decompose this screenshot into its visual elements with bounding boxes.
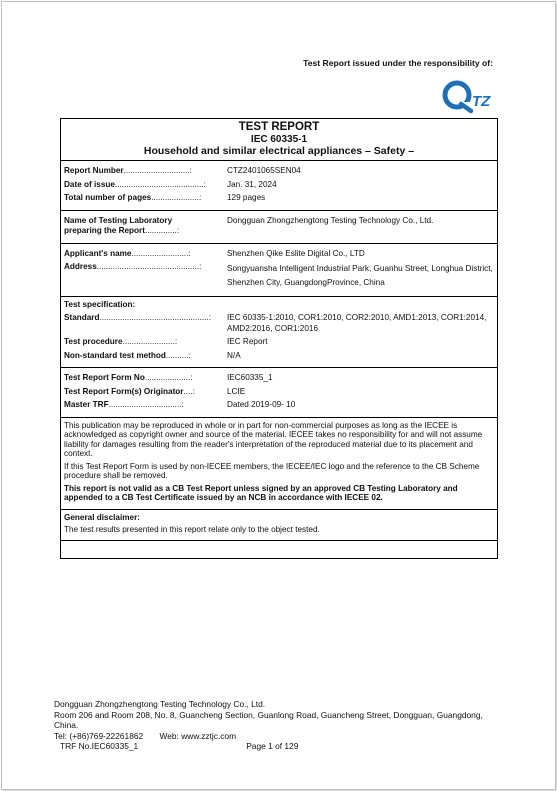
standard-value: IEC 60335-1:2010, COR1:2010, COR2:2010, AMD1:2013, COR1:2014, AMD2:2016, COR1:2016 — [227, 313, 487, 333]
master-trf-row: Master TRF................................: Dated 2019-09- 10 — [64, 400, 494, 411]
applicant-name-label: Applicant's name — [64, 248, 132, 258]
laboratory-row: Name of Testing Laboratory preparing the Report..............: Dongguan Zhongzhengtong Testing Technology Co., Ltd. — [64, 216, 494, 237]
address-label: Address — [64, 262, 97, 271]
applicant-section — [61, 244, 497, 298]
applicant-name-value: Shenzhen Qike Eslite Digital Co., LTD — [227, 248, 365, 258]
non-standard-method-value: N/A — [227, 350, 241, 360]
footer-web[interactable]: Web: www.zztjc.com — [159, 730, 237, 741]
date-of-issue-value: Jan. 31, 2024 — [227, 179, 277, 189]
report-number-row: Report Number.............................: CTZ2401065SEN04 — [64, 166, 494, 177]
date-of-issue-row: Date of issue.......................................: Jan. 31, 2024 — [64, 180, 494, 191]
test-procedure-label: Test procedure — [64, 337, 123, 346]
disclaimer-heading: General disclaimer: — [64, 512, 140, 522]
test-procedure-value: IEC Report — [227, 337, 268, 346]
non-standard-method-label: Non-standard test method — [64, 350, 166, 360]
laboratory-value: Dongguan Zhongzhengtong Testing Technology Co., Ltd. — [227, 215, 434, 225]
address-row: Address.............................................: Songyuansha Intelligent Industrial Park, Guanhu Street, Longhua District, Shenzhen City, GuangdongProvince, China — [64, 262, 494, 290]
trf-originator-label: Test Report Form(s) Originator — [64, 386, 184, 396]
test-report-table — [60, 118, 498, 559]
test-specification-section — [61, 297, 497, 368]
report-title: TEST REPORT — [238, 121, 320, 133]
disclaimer-section — [61, 510, 497, 542]
trf-number-label: Test Report Form No — [64, 373, 145, 382]
report-number-label: Report Number — [64, 166, 124, 175]
total-pages-label: Total number of pages — [64, 193, 152, 202]
trf-number-value: IEC60335_1 — [227, 373, 273, 382]
total-pages-value: 129 pages — [227, 193, 266, 202]
footer-company: Dongguan Zhongzhengtong Testing Technology Co., Ltd. — [54, 699, 266, 709]
non-member-notice: If this Test Report Form is used by non-IECEE members, the IECEE/IEC logo and the reference to the CB Scheme procedure shall be removed. — [64, 461, 480, 480]
validity-notice: This report is not valid as a CB Test Report unless signed by an approved CB Testing Laboratory and appended to a CB Test Certificate issued by an NCB in accordance with IECEE 02. — [64, 483, 458, 502]
test-specification-heading: Test specification: — [64, 300, 136, 309]
disclaimer-text: The test results presented in this report relate only to the object tested. — [64, 524, 320, 534]
ctz-logo — [442, 78, 492, 114]
laboratory-label-line2: preparing the Report — [64, 226, 145, 235]
footer-tel: Tel: (+86)769-22261862 — [54, 730, 144, 741]
report-standard: IEC 60335-1 — [250, 134, 308, 145]
laboratory-section — [61, 211, 497, 244]
footer-trf-number: TRF No.IEC60335_1 — [60, 741, 139, 752]
report-number-value: CTZ2401065SEN04 — [227, 166, 301, 175]
applicant-name-row: Applicant's name.........................: Shenzhen Qike Eslite Digital Co., LTD — [64, 249, 494, 260]
address-value: Songyuansha Intelligent Industrial Park, Guanhu Street, Longhua District, Shenzhen City, GuangdongProvince, China — [227, 264, 493, 287]
report-subtitle: Household and similar electrical appliances – Safety – — [143, 145, 415, 157]
footer-address: Room 206 and Room 208, No. 8, Guancheng Section, Guanlong Road, Guancheng Street, Dongguan, Guangdong, China. — [54, 709, 483, 731]
blank-row — [61, 541, 497, 558]
total-pages-row: Total number of pages.....................: 129 pages — [64, 193, 494, 204]
date-of-issue-label: Date of issue — [64, 179, 115, 189]
standard-label: Standard — [64, 313, 100, 322]
laboratory-label-line1: Name of Testing Laboratory — [64, 215, 173, 225]
page-footer — [54, 699, 494, 752]
issued-under-text: Test Report issued under the responsibility of: — [303, 58, 493, 68]
logo-text: TZ — [472, 93, 491, 110]
master-trf-label: Master TRF — [64, 400, 109, 409]
non-standard-method-row: Non-standard test method..........: N/A — [64, 351, 494, 362]
master-trf-value: Dated 2019-09- 10 — [227, 400, 296, 409]
trf-originator-row: Test Report Form(s) Originator....: LCIE — [64, 387, 494, 398]
trf-originator-value: LCIE — [227, 386, 246, 396]
notices-section — [61, 418, 497, 510]
form-section — [61, 368, 497, 418]
report-info-section — [61, 161, 497, 211]
trf-number-row: Test Report Form No....................: IEC60335_1 — [64, 373, 494, 384]
footer-page-number: Page 1 of 129 — [246, 741, 299, 752]
standard-row: Standard................................................: IEC 60335-1:2010, COR1:2010, COR2:2010, AMD1:2013, COR1:2014, AMD2:2016, COR1:2016 — [64, 313, 494, 334]
test-procedure-row: Test procedure.......................: IEC Report — [64, 337, 494, 348]
copyright-notice: This publication may be reproduced in whole or in part for non-commercial purposes as long as the IECEE is acknowledged as copyright owner and source of the material. IECEE takes no responsibility for and will not assume liability for damages resulting from the reader's interpretation of the reproduced material due to its placement and context. — [64, 420, 483, 458]
report-title-block — [61, 119, 497, 161]
